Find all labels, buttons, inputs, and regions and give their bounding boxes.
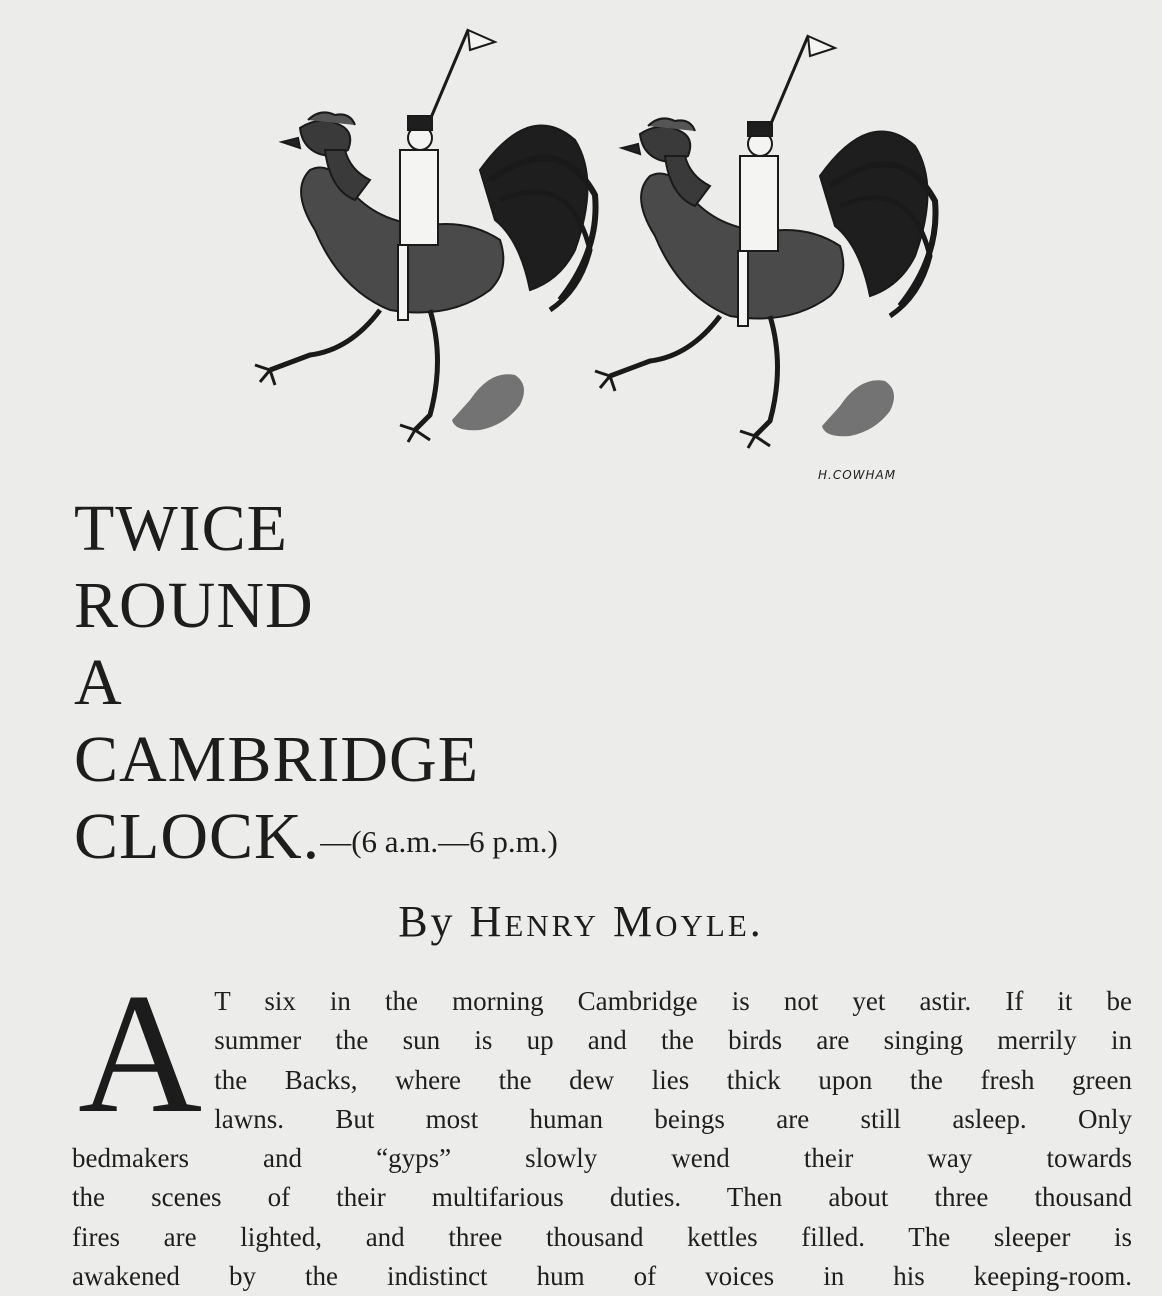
byline-author: Henry Moyle. xyxy=(469,897,764,946)
body-line-8: awakened by the indistinct hum of voices in his keeping-room. xyxy=(72,1261,1132,1292)
body-line-2: summer the sun is up and the birds are singing merrily in xyxy=(214,1025,1132,1056)
body-line-3: the Backs, where the dew lies thick upon the fresh green xyxy=(214,1064,1132,1095)
article-title xyxy=(74,490,874,880)
article-body xyxy=(72,959,1132,1296)
illustrator-signature: H.COWHAM xyxy=(818,468,897,482)
roosters-illustration xyxy=(230,20,950,490)
body-line-6: the scenes of their multifarious duties. Then about three thousand xyxy=(72,1182,1132,1213)
body-line-4: lawns. But most human beings are still asleep. Only xyxy=(214,1103,1132,1134)
title-subtitle: —(6 a.m.—6 p.m.) xyxy=(320,824,558,859)
title-line-3: A xyxy=(74,646,123,719)
body-line-1: T six in the morning Cambridge is not yet astir. If it be xyxy=(214,986,1132,1016)
title-line-5 xyxy=(74,798,874,880)
title-line-5-text: CLOCK. xyxy=(74,800,321,873)
drop-cap: A xyxy=(78,959,203,1149)
title-line-1: TWICE xyxy=(74,492,288,565)
roosters-drawing xyxy=(230,20,950,490)
title-line-2: ROUND xyxy=(74,569,314,642)
right-rooster xyxy=(595,36,936,448)
body-line-5: bedmakers and “gyps” slowly wend their way towards xyxy=(72,1143,1132,1174)
left-rooster xyxy=(255,30,596,442)
body-line-7: fires are lighted, and three thousand kettles filled. The sleeper is xyxy=(72,1221,1132,1252)
byline-prefix: By xyxy=(398,897,470,946)
title-line-4: CAMBRIDGE xyxy=(74,723,480,796)
byline xyxy=(0,896,1162,947)
